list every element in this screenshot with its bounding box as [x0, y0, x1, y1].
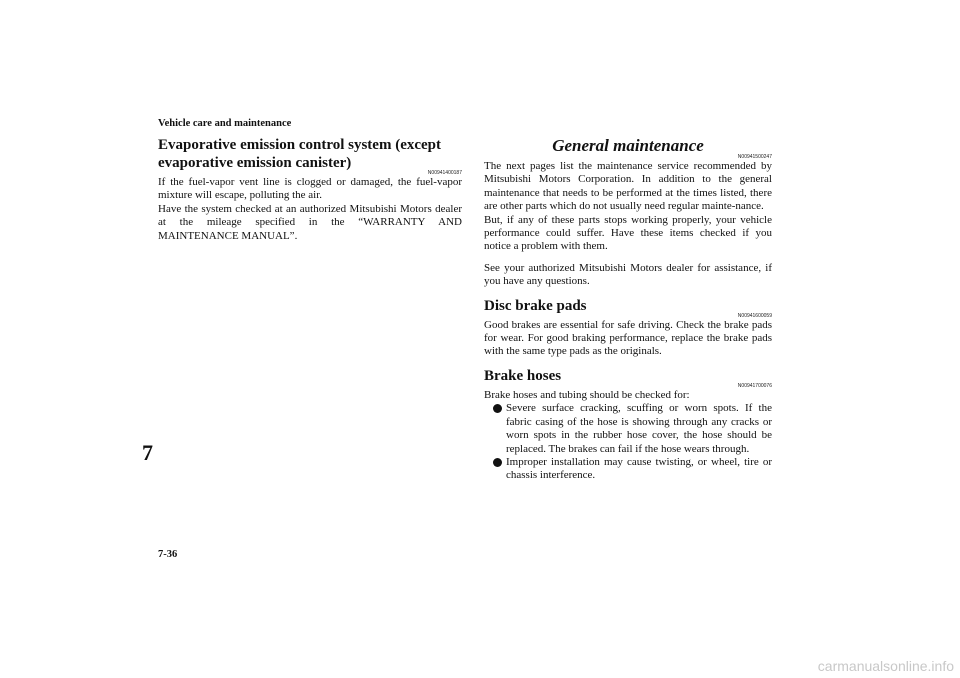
chapter-tab: 7 — [142, 440, 153, 465]
page-number: 7-36 — [158, 549, 178, 560]
spacer — [484, 254, 772, 262]
left-column — [158, 136, 462, 243]
list-item — [506, 402, 772, 456]
section-header: Vehicle care and maintenance — [158, 118, 292, 129]
bullet-icon — [493, 404, 502, 413]
evap-code: N00941400187 — [427, 170, 462, 176]
brake-hoses-code: N00941700076 — [737, 382, 772, 389]
disc-brake-pads-code: N00941600059 — [737, 312, 772, 319]
evap-paragraph-2: Have the system checked at an authorized Mitsubishi Motors dealer at the mileage specified in the “WARRANTY AND MAINTENANCE MANUAL”. — [158, 202, 462, 242]
spacer — [484, 359, 772, 367]
disc-brake-pads-heading: Disc brake pads — [484, 297, 587, 314]
bullet-icon — [493, 458, 502, 467]
general-maintenance-heading: General maintenance — [552, 136, 704, 155]
spacer — [484, 289, 772, 297]
list-item-text: Improper installation may cause twisting, or wheel, tire or chassis interference. — [506, 455, 772, 482]
watermark: carmanualsonline.info — [817, 658, 954, 674]
list-item — [506, 456, 772, 483]
brake-hoses-intro: Brake hoses and tubing should be checked for: — [484, 388, 690, 401]
list-item-text: Severe surface cracking, scuffing or worn spots. If the fabric casing of the hose is showing through any cracks or worn spots in the rubber hose cover, the hose should be replaced. The brakes can fail if the hose wears through. — [506, 402, 772, 455]
evap-paragraph-1: If the fuel-vapor vent line is clogged or damaged, the fuel-vapor mixture will escape, polluting the air. — [158, 176, 462, 202]
right-column — [484, 136, 772, 483]
general-maintenance-code: N00941500247 — [737, 154, 772, 160]
general-paragraph-1: The next pages list the maintenance service recommended by Mitsubishi Motors Corporation. In addition to the general maintenance that needs to be performed at the times listed, there are other parts which do not usually need regular mainte-nance. — [484, 160, 772, 213]
brake-hoses-heading: Brake hoses — [484, 367, 562, 384]
general-paragraph-3: See your authorized Mitsubishi Motors dealer for assistance, if you have any questions. — [484, 261, 772, 288]
general-paragraph-2: But, if any of these parts stops working properly, your vehicle performance could suffer. Have these items checked if you notice a problem with them. — [484, 213, 772, 253]
brake-hoses-list — [484, 402, 772, 482]
disc-brake-pads-paragraph: Good brakes are essential for safe driving. Check the brake pads for wear. For good braking performance, replace the brake pads with the same type pads as the originals. — [484, 318, 772, 358]
evap-heading: Evaporative emission control system (except evaporative emission canister) — [158, 137, 442, 171]
